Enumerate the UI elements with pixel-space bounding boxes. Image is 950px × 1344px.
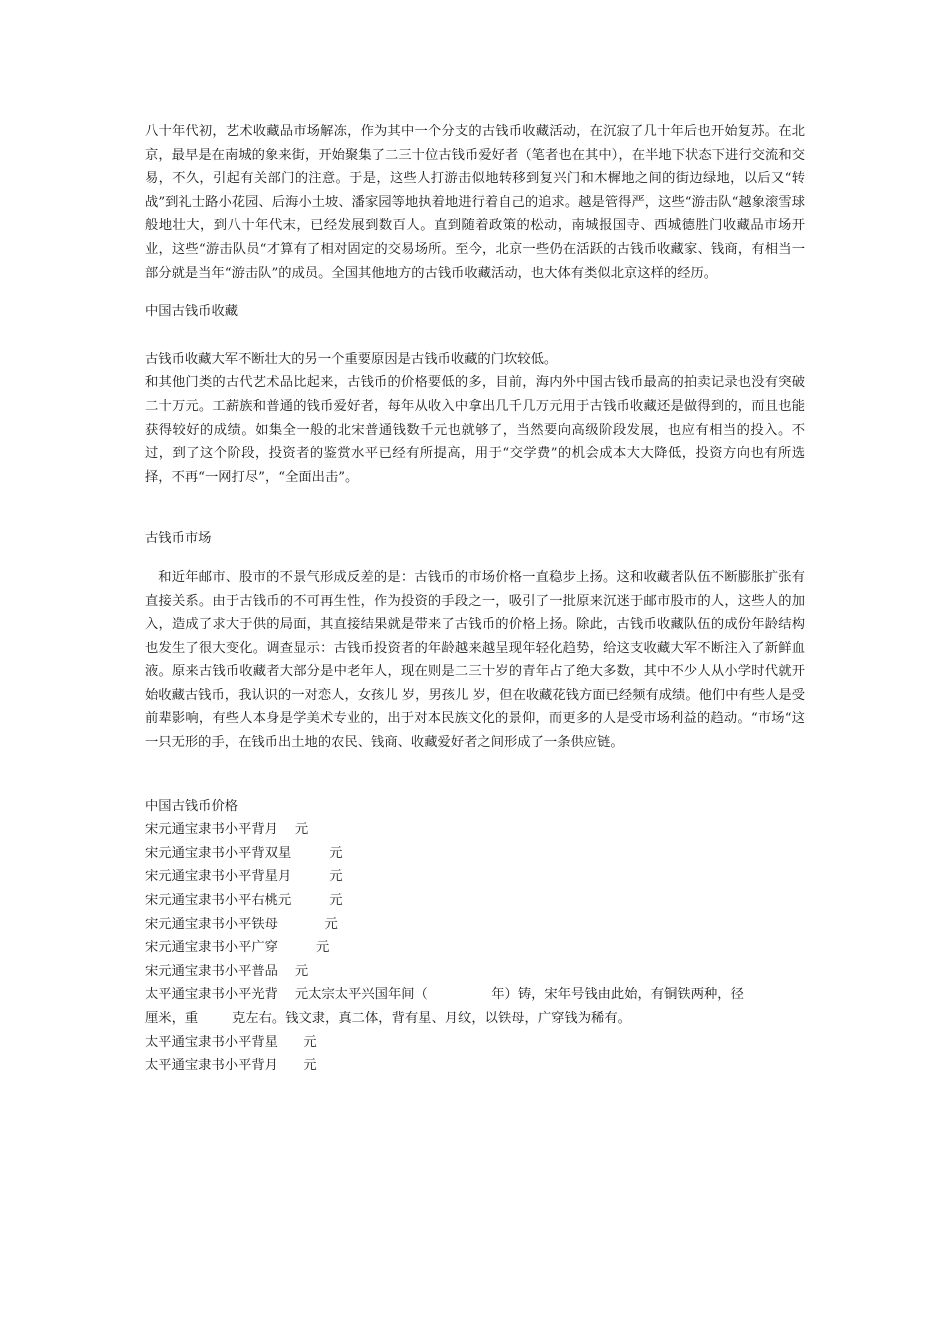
price-item: 太平通宝隶书小平背星 元 [145, 1034, 317, 1050]
price-item: 宋元通宝隶书小平广穿 元 [145, 940, 330, 956]
paragraph-history: 八十年代初，艺术收藏品市场解冻，作为其中一个分支的古钱币收藏活动，在沉寂了几十年后也开始复苏。在北京，最早是在南城的象来街，开始聚集了二三十位古钱币爱好者（笔者也在其中），在半地下状态下进行交流和交易，不久，引起有关部门的注意。于是，这些人打游击似地转移到复兴门和木樨地之间的街边绿地，以后又“转战”到礼士路小花园、后海小土坡、潘家园等地执着地进行着自己的追求。越是管得严，这些“游击队“越象滚雪球般地壮大，到八十年代末，已经发展到数百人。直到随着政策的松动，南城报国寺、西城德胜门收藏品市场开业，这些“游击队员“才算有了相对固定的交易场所。至今，北京一些仍在活跃的古钱币收藏家、钱商，有相当一部分就是当年“游击队”的成员。全国其他地方的古钱币收藏活动，也大体有类似北京这样的经历。 [145, 124, 805, 281]
heading-market: 古钱币市场 [145, 531, 212, 547]
heading-collection: 中国古钱币收藏 [145, 304, 239, 320]
heading-prices: 中国古钱币价格 [145, 798, 239, 814]
price-item: 宋元通宝隶书小平背双星 元 [145, 845, 343, 861]
price-item: 厘米，重 克左右。钱文隶，真二体，背有星、月纹，以铁母，广穿钱为稀有。 [145, 1011, 631, 1026]
price-item: 太平通宝隶书小平背月 元 [145, 1058, 317, 1074]
paragraph-threshold-intro: 古钱币收藏大军不断壮大的另一个重要原因是古钱币收藏的门坎较低。 [145, 351, 558, 367]
price-item: 宋元通宝隶书小平铁母 元 [145, 916, 338, 932]
price-item: 宋元通宝隶书小平背星月 元 [145, 869, 343, 885]
price-item: 宋元通宝隶书小平背月 元 [145, 822, 309, 838]
document-page [145, 120, 805, 1078]
price-item: 宋元通宝隶书小平右桃元 元 [145, 893, 343, 909]
price-item: 宋元通宝隶书小平普品 元 [145, 963, 309, 979]
price-list [145, 818, 805, 1078]
price-item: 太平通宝隶书小平光背 元太宗太平兴国年间（ 年）铸，宋年号钱由此始，有铜铁两种，径 [145, 987, 744, 1003]
paragraph-market: 和近年邮市、股市的不景气形成反差的是：古钱币的市场价格一直稳步上扬。这和收藏者队伍不断膨胀扩张有直接关系。由于古钱币的不可再生性，作为投资的手段之一，吸引了一批原来沉迷于邮市股市的人，这些人的加入，造成了求大于供的局面，其直接结果就是带来了古钱币的价格上扬。除此，古钱币收藏队伍的成份年龄结构也发生了很大变化。调查显示：古钱币投资者的年龄越来越呈现年轻化趋势，给这支收藏大军不断注入了新鲜血液。原来古钱币收藏者大部分是中老年人，现在则是二三十岁的青年占了绝大多数，其中不少人从小学时代就开始收藏古钱币，我认识的一对恋人，女孩儿 岁，男孩儿 岁，但在收藏花钱方面已经频有成绩。他们中有些人是受前辈影响，有些人本身是学美术专业的，出于对本民族文化的景仰，而更多的人是受市场利益的趋动。“市场“这一只无形的手，在钱币出土地的农民、钱商、收藏爱好者之间形成了一条供应链。 [145, 569, 805, 751]
paragraph-threshold: 和其他门类的古代艺术品比起来，古钱币的价格要低的多，目前，海内外中国古钱币最高的拍卖记录也没有突破二十万元。工薪族和普通的钱币爱好者，每年从收入中拿出几千几万元用于古钱币收藏还是做得到的，而且也能获得较好的成绩。如集全一般的北宋普通钱数千元也就够了，当然要向高级阶段发展，也应有相当的投入。不过，到了这个阶段，投资者的鉴赏水平已经有所提高，用于“交学费”的机会成本大大降低，投资方向也有所选择，不再“一网打尽”，“全面出击”。 [145, 375, 805, 485]
